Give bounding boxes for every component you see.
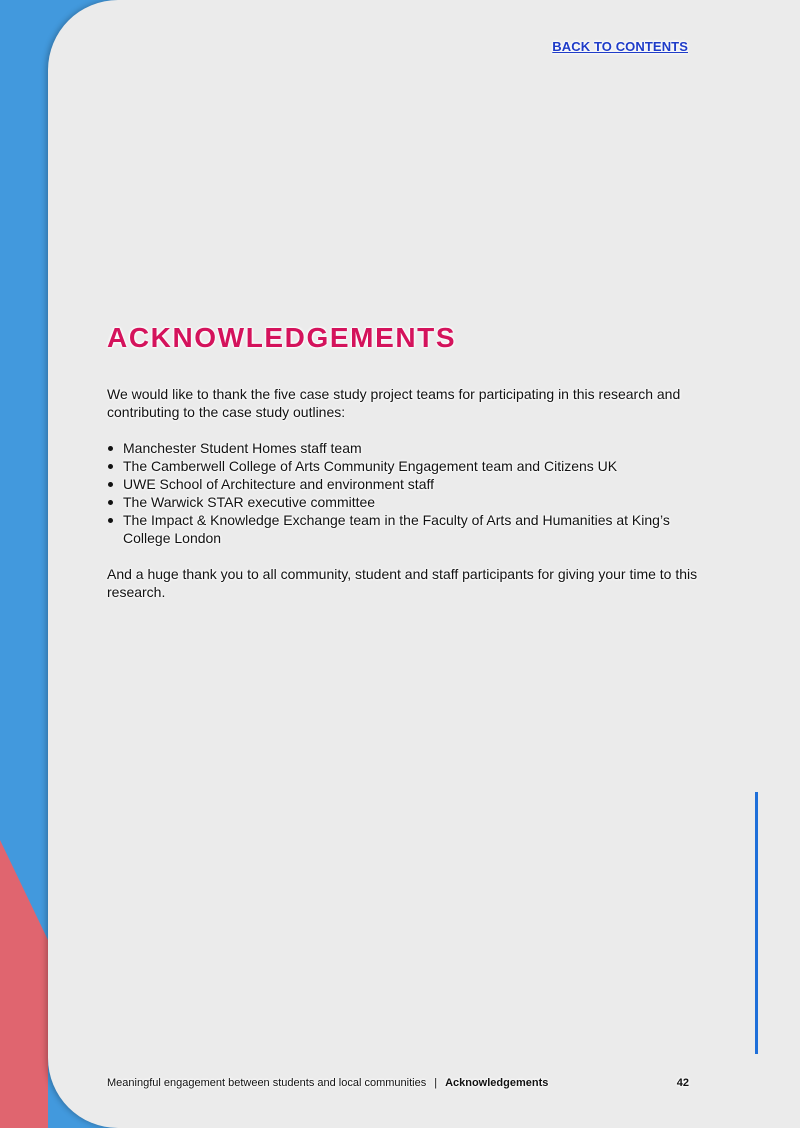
list-item: The Camberwell College of Arts Community Engagement team and Citizens UK bbox=[123, 457, 707, 475]
vertical-accent-rule bbox=[755, 792, 758, 1054]
footer-section-name: Acknowledgements bbox=[445, 1077, 549, 1089]
list-item: UWE School of Architecture and environment staff bbox=[123, 475, 707, 493]
intro-paragraph: We would like to thank the five case study project teams for participating in this research and contributing to the case study outlines: bbox=[107, 386, 681, 420]
acknowledgements-body bbox=[107, 385, 707, 601]
page-number: 42 bbox=[676, 1077, 689, 1089]
closing-paragraph: And a huge thank you to all community, student and staff participants for giving your time to this research. bbox=[107, 566, 698, 600]
back-to-contents-link[interactable]: BACK TO CONTENTS bbox=[552, 39, 688, 54]
list-item: The Warwick STAR executive committee bbox=[123, 493, 707, 511]
page-title: ACKNOWLEDGEMENTS bbox=[107, 322, 457, 353]
footer-document-title: Meaningful engagement between students and local communities bbox=[107, 1077, 427, 1089]
page-footer bbox=[107, 1077, 689, 1089]
list-item: Manchester Student Homes staff team bbox=[123, 439, 707, 457]
teams-list bbox=[107, 439, 707, 547]
footer-separator: | bbox=[434, 1077, 438, 1089]
list-item: The Impact & Knowledge Exchange team in the Faculty of Arts and Humanities at King’s College London bbox=[123, 511, 707, 547]
